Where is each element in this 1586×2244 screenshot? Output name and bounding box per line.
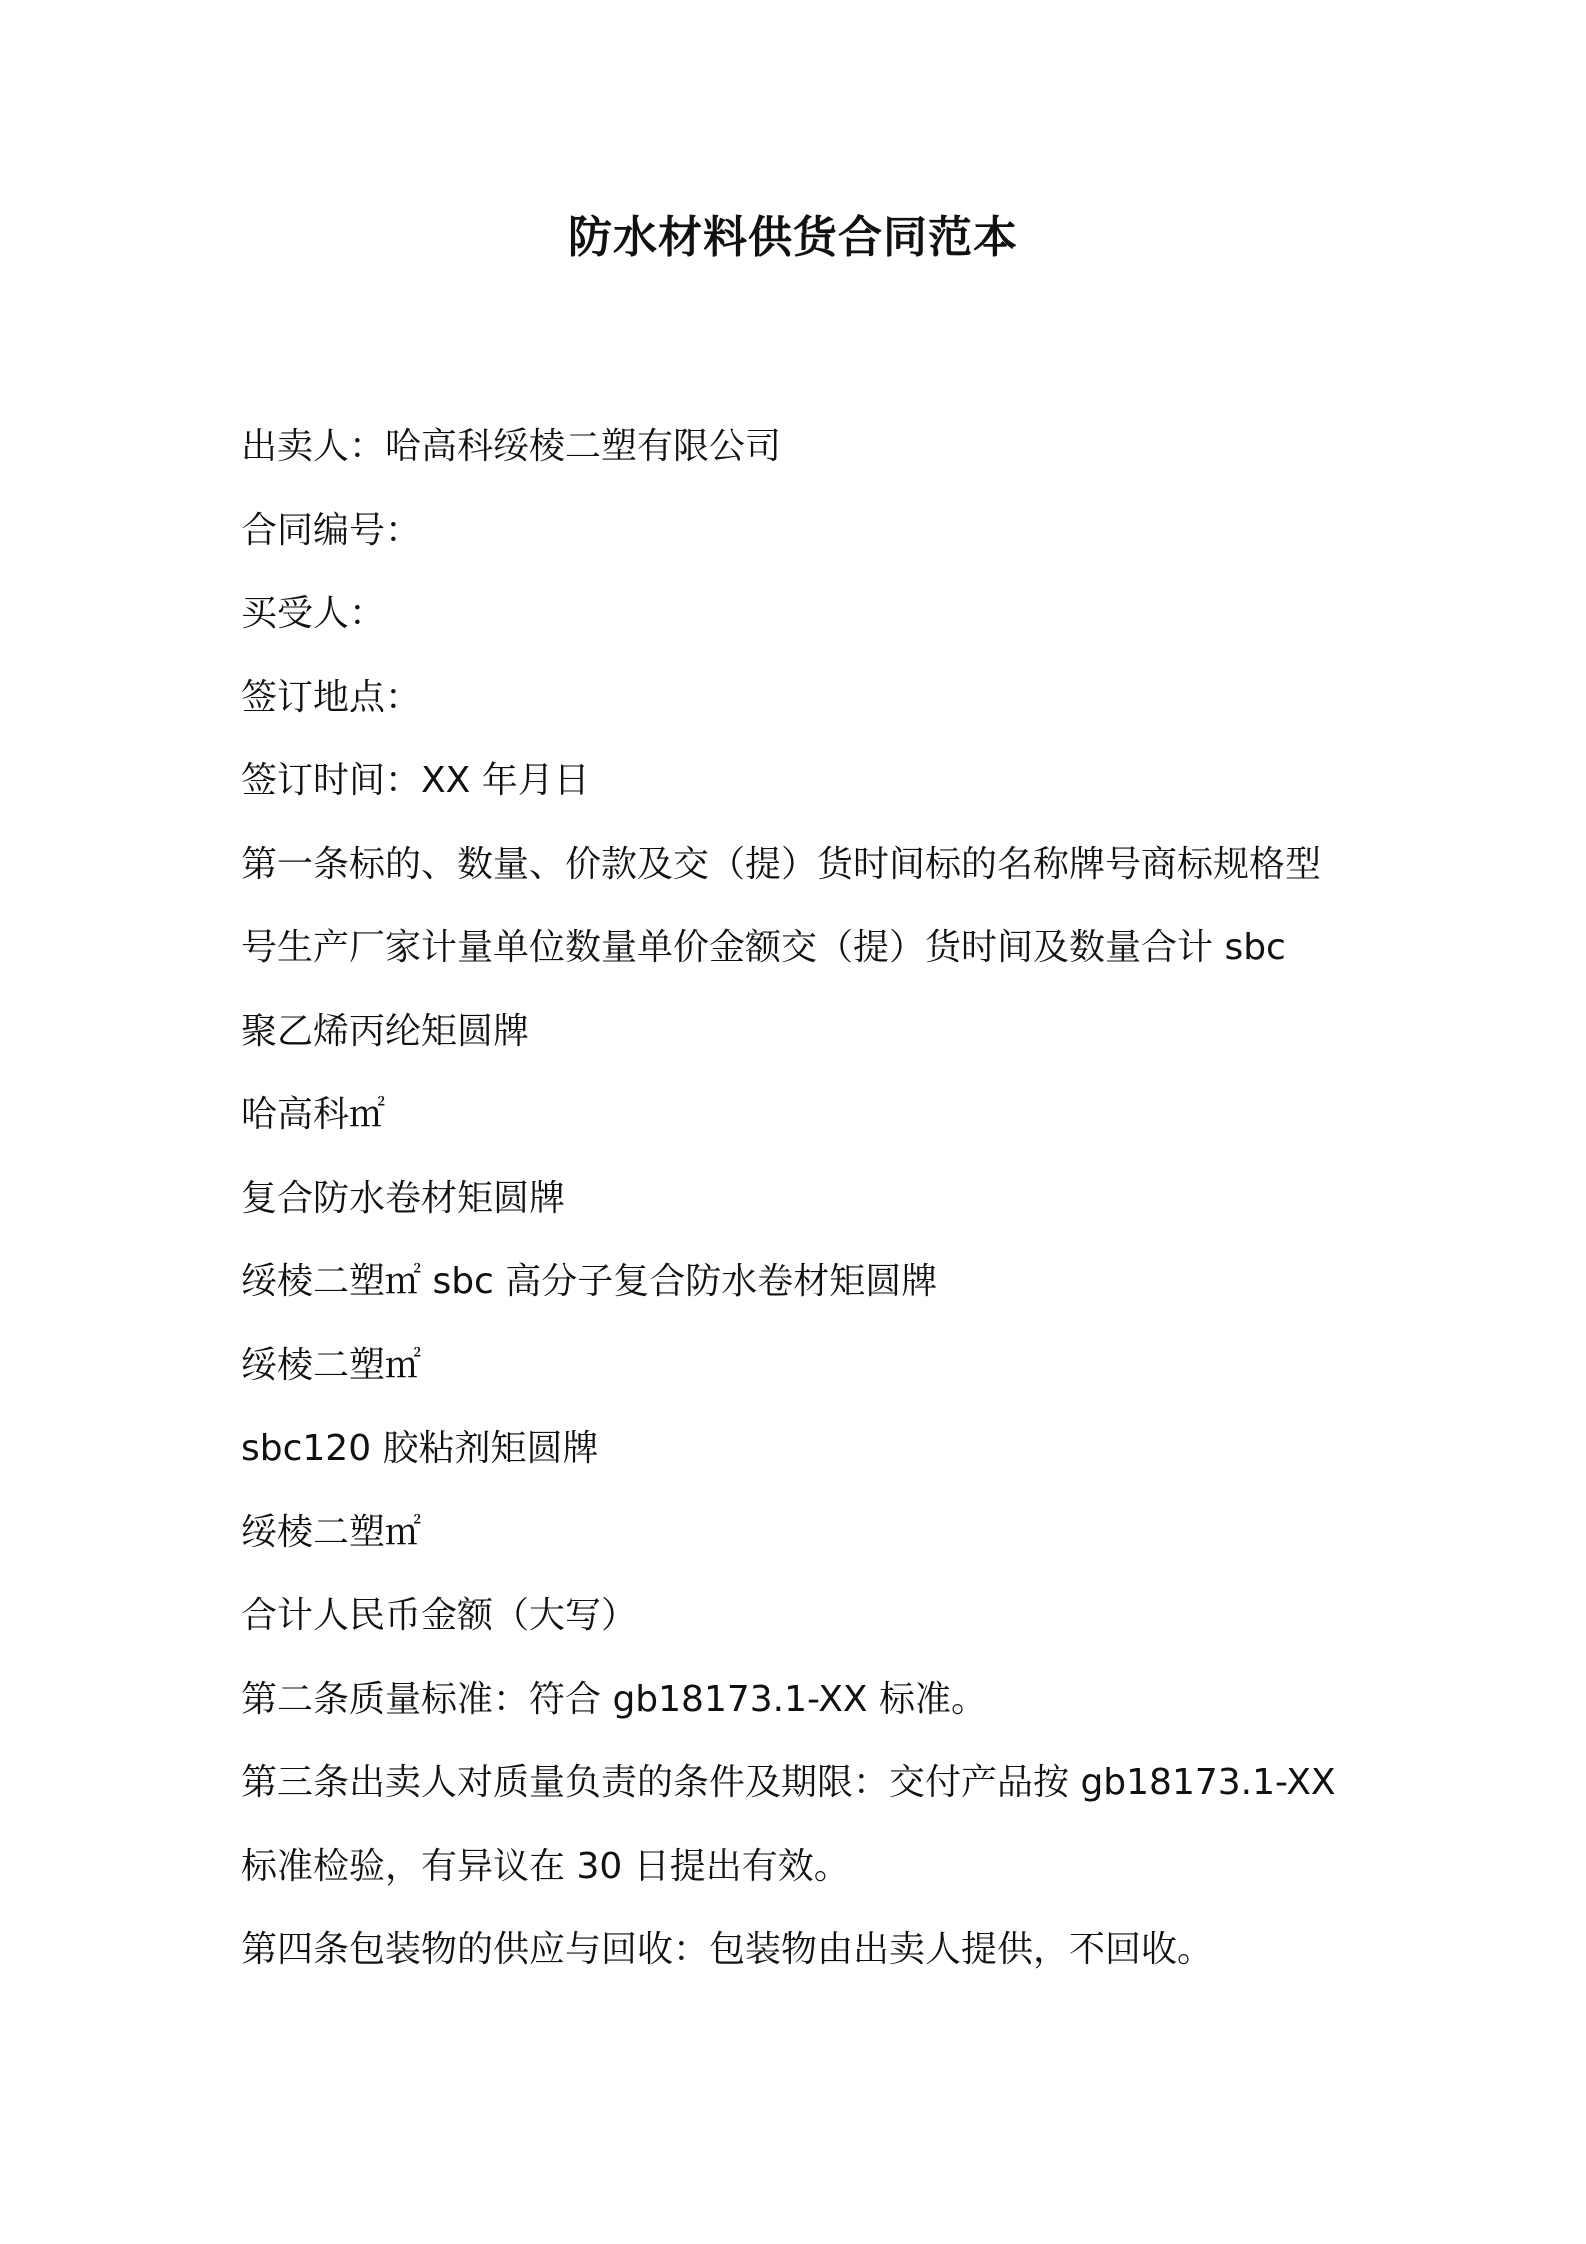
article-3-line-1: 第三条出卖人对质量负责的条件及期限：交付产品按 gb18173.1-XX: [241, 1762, 1336, 1803]
article-1-line-2: 号生产厂家计量单位数量单价金额交（提）货时间及数量合计 sbc: [241, 927, 1286, 968]
document-title: 防水材料供货合同范本: [568, 212, 1018, 263]
article-3-line-2: 标准检验，有异议在 30 日提出有效。: [241, 1845, 850, 1887]
signing-date-line: 签订时间：XX 年月日: [241, 760, 590, 801]
product-line-5: 绥棱二塑㎡: [241, 1344, 422, 1386]
article-1-line-1: 第一条标的、数量、价款及交（提）货时间标的名称牌号商标规格型: [241, 843, 1322, 885]
product-line-3: 复合防水卷材矩圆牌: [241, 1177, 566, 1219]
seller-line: 出卖人：哈高科绥棱二塑有限公司: [241, 426, 782, 467]
signing-place-line: 签订地点：: [241, 676, 422, 718]
product-line-2: 哈高科㎡: [241, 1094, 386, 1135]
product-line-7: 绥棱二塑㎡: [241, 1511, 422, 1553]
contract-number-line: 合同编号：: [241, 509, 422, 551]
product-line-1: 聚乙烯丙纶矩圆牌: [241, 1010, 530, 1052]
document-body: [241, 405, 1366, 1992]
buyer-line: 买受人：: [241, 593, 386, 634]
product-line-4: 绥棱二塑㎡ sbc 高分子复合防水卷材矩圆牌: [241, 1261, 938, 1302]
article-4-line: 第四条包装物的供应与回收：包装物由出卖人提供，不回收。: [241, 1929, 1214, 1970]
product-line-6: sbc120 胶粘剂矩圆牌: [241, 1428, 599, 1469]
article-2-line: 第二条质量标准：符合 gb18173.1-XX 标准。: [241, 1678, 987, 1720]
total-amount-line: 合计人民币金额（大写）: [241, 1595, 638, 1636]
